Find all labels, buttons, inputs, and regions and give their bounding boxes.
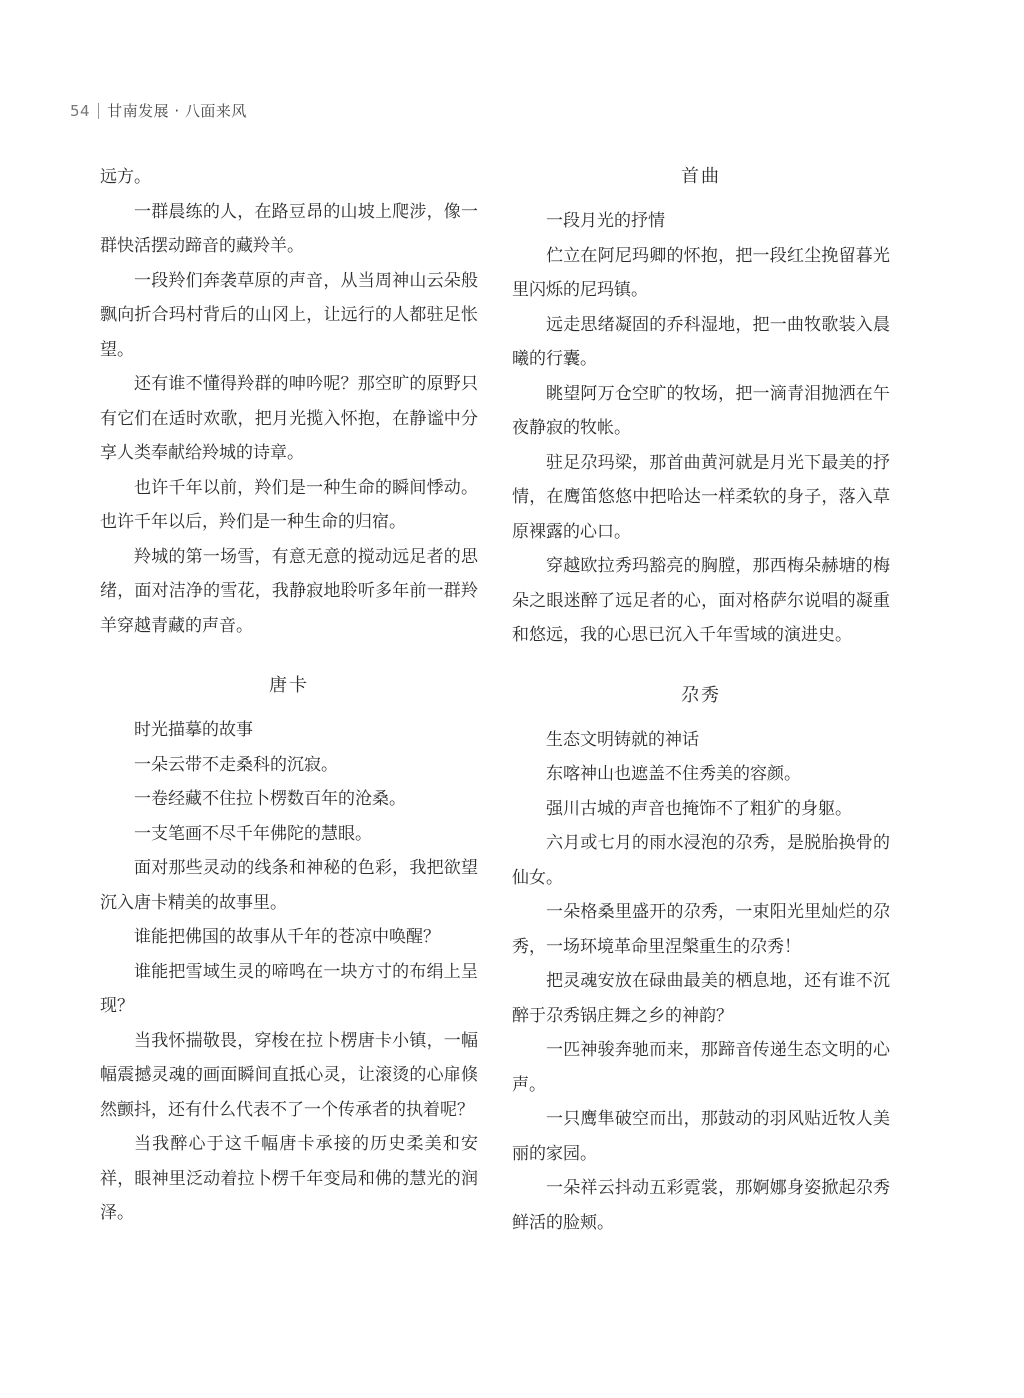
paragraph: 远走思绪凝固的乔科湿地，把一曲牧歌装入晨曦的行囊。 [512, 314, 890, 369]
paragraph: 一匹神骏奔驰而来，那蹄音传递生态文明的心声。 [512, 1040, 890, 1095]
paragraph: 六月或七月的雨水浸泡的尕秀，是脱胎换骨的仙女。 [512, 833, 890, 888]
running-title: 甘南发展 · 八面来风 [107, 102, 247, 120]
paragraph: 一段羚们奔袭草原的声音，从当周神山云朵般飘向折合玛村背后的山冈上，让远行的人都驻足怅望。 [100, 270, 478, 360]
paragraph: 面对那些灵动的线条和神秘的色彩，我把欲望沉入唐卡精美的故事里。 [100, 858, 478, 913]
section-title-shouqu: 首曲 [681, 166, 721, 187]
left-column [100, 160, 478, 1231]
paragraph: 羚城的第一场雪，有意无意的搅动远足者的思绪，面对洁净的雪花，我静寂地聆听多年前一群羚羊穿越青藏的声音。 [100, 546, 478, 636]
paragraph: 一朵格桑里盛开的尕秀，一束阳光里灿烂的尕秀，一场环境革命里涅槃重生的尕秀！ [512, 902, 890, 957]
section-title-gaxiu: 尕秀 [681, 684, 721, 706]
section-subtitle: 生态文明铸就的神话 [546, 729, 699, 750]
paragraph: 伫立在阿尼玛卿的怀抱，把一段红尘挽留暮光里闪烁的尼玛镇。 [512, 245, 890, 300]
paragraph: 一群晨练的人，在路豆昂的山坡上爬涉，像一群快活摆动蹄音的藏羚羊。 [100, 201, 478, 256]
paragraph: 当我怀揣敬畏，穿梭在拉卜楞唐卡小镇，一幅幅震撼灵魂的画面瞬间直抵心灵，让滚烫的心扉倏然颤抖，还有什么代表不了一个传承者的执着呢？ [100, 1030, 478, 1120]
section-title-tangka: 唐卡 [269, 675, 309, 696]
paragraph: 驻足尕玛梁，那首曲黄河就是月光下最美的抒情，在鹰笛悠悠中把哈达一样柔软的身子，落入草原裸露的心口。 [512, 452, 890, 542]
paragraph: 一朵祥云抖动五彩霓裳，那婀娜身姿掀起尕秀鲜活的脸颊。 [512, 1178, 890, 1233]
paragraph: 远方。 [100, 167, 151, 187]
paragraph: 一卷经藏不住拉卜楞数百年的沧桑。 [134, 789, 406, 809]
section-subtitle: 一段月光的抒情 [546, 211, 665, 231]
paragraph: 还有谁不懂得羚群的呻吟呢？那空旷的原野只有它们在适时欢歌，把月光揽入怀抱，在静谧中分享人类奉献给羚城的诗章。 [100, 374, 478, 463]
header-divider [98, 103, 99, 119]
paragraph: 东喀神山也遮盖不住秀美的容颜。 [546, 764, 801, 784]
paragraph: 一朵云带不走桑科的沉寂。 [134, 754, 338, 775]
right-column [512, 160, 890, 1240]
paragraph: 谁能把佛国的故事从千年的苍凉中唤醒？ [134, 927, 440, 947]
paragraph: 眺望阿万仓空旷的牧场，把一滴青泪抛洒在午夜静寂的牧帐。 [512, 383, 890, 438]
page-header [70, 100, 247, 121]
paragraph: 强川古城的声音也掩饰不了粗犷的身躯。 [546, 798, 852, 819]
paragraph: 也许千年以前，羚们是一种生命的瞬间悸动。也许千年以后，羚们是一种生命的归宿。 [100, 477, 478, 532]
section-subtitle: 时光描摹的故事 [134, 720, 253, 740]
paragraph: 一支笔画不尽千年佛陀的慧眼。 [134, 823, 372, 844]
page-number: 54 [70, 101, 91, 120]
paragraph: 穿越欧拉秀玛豁亮的胸膛，那西梅朵赫塘的梅朵之眼迷醉了远足者的心，面对格萨尔说唱的凝重和悠远，我的心思已沉入千年雪域的演进史。 [512, 556, 890, 645]
paragraph: 把灵魂安放在碌曲最美的栖息地，还有谁不沉醉于尕秀锅庄舞之乡的神韵？ [512, 971, 890, 1026]
paragraph: 当我醉心于这千幅唐卡承接的历史柔美和安祥，眼神里泛动着拉卜楞千年变局和佛的慧光的润泽。 [100, 1134, 478, 1223]
paragraph: 谁能把雪域生灵的啼鸣在一块方寸的布绢上呈现？ [100, 961, 478, 1016]
paragraph: 一只鹰隼破空而出，那鼓动的羽风贴近牧人美丽的家园。 [512, 1109, 890, 1164]
